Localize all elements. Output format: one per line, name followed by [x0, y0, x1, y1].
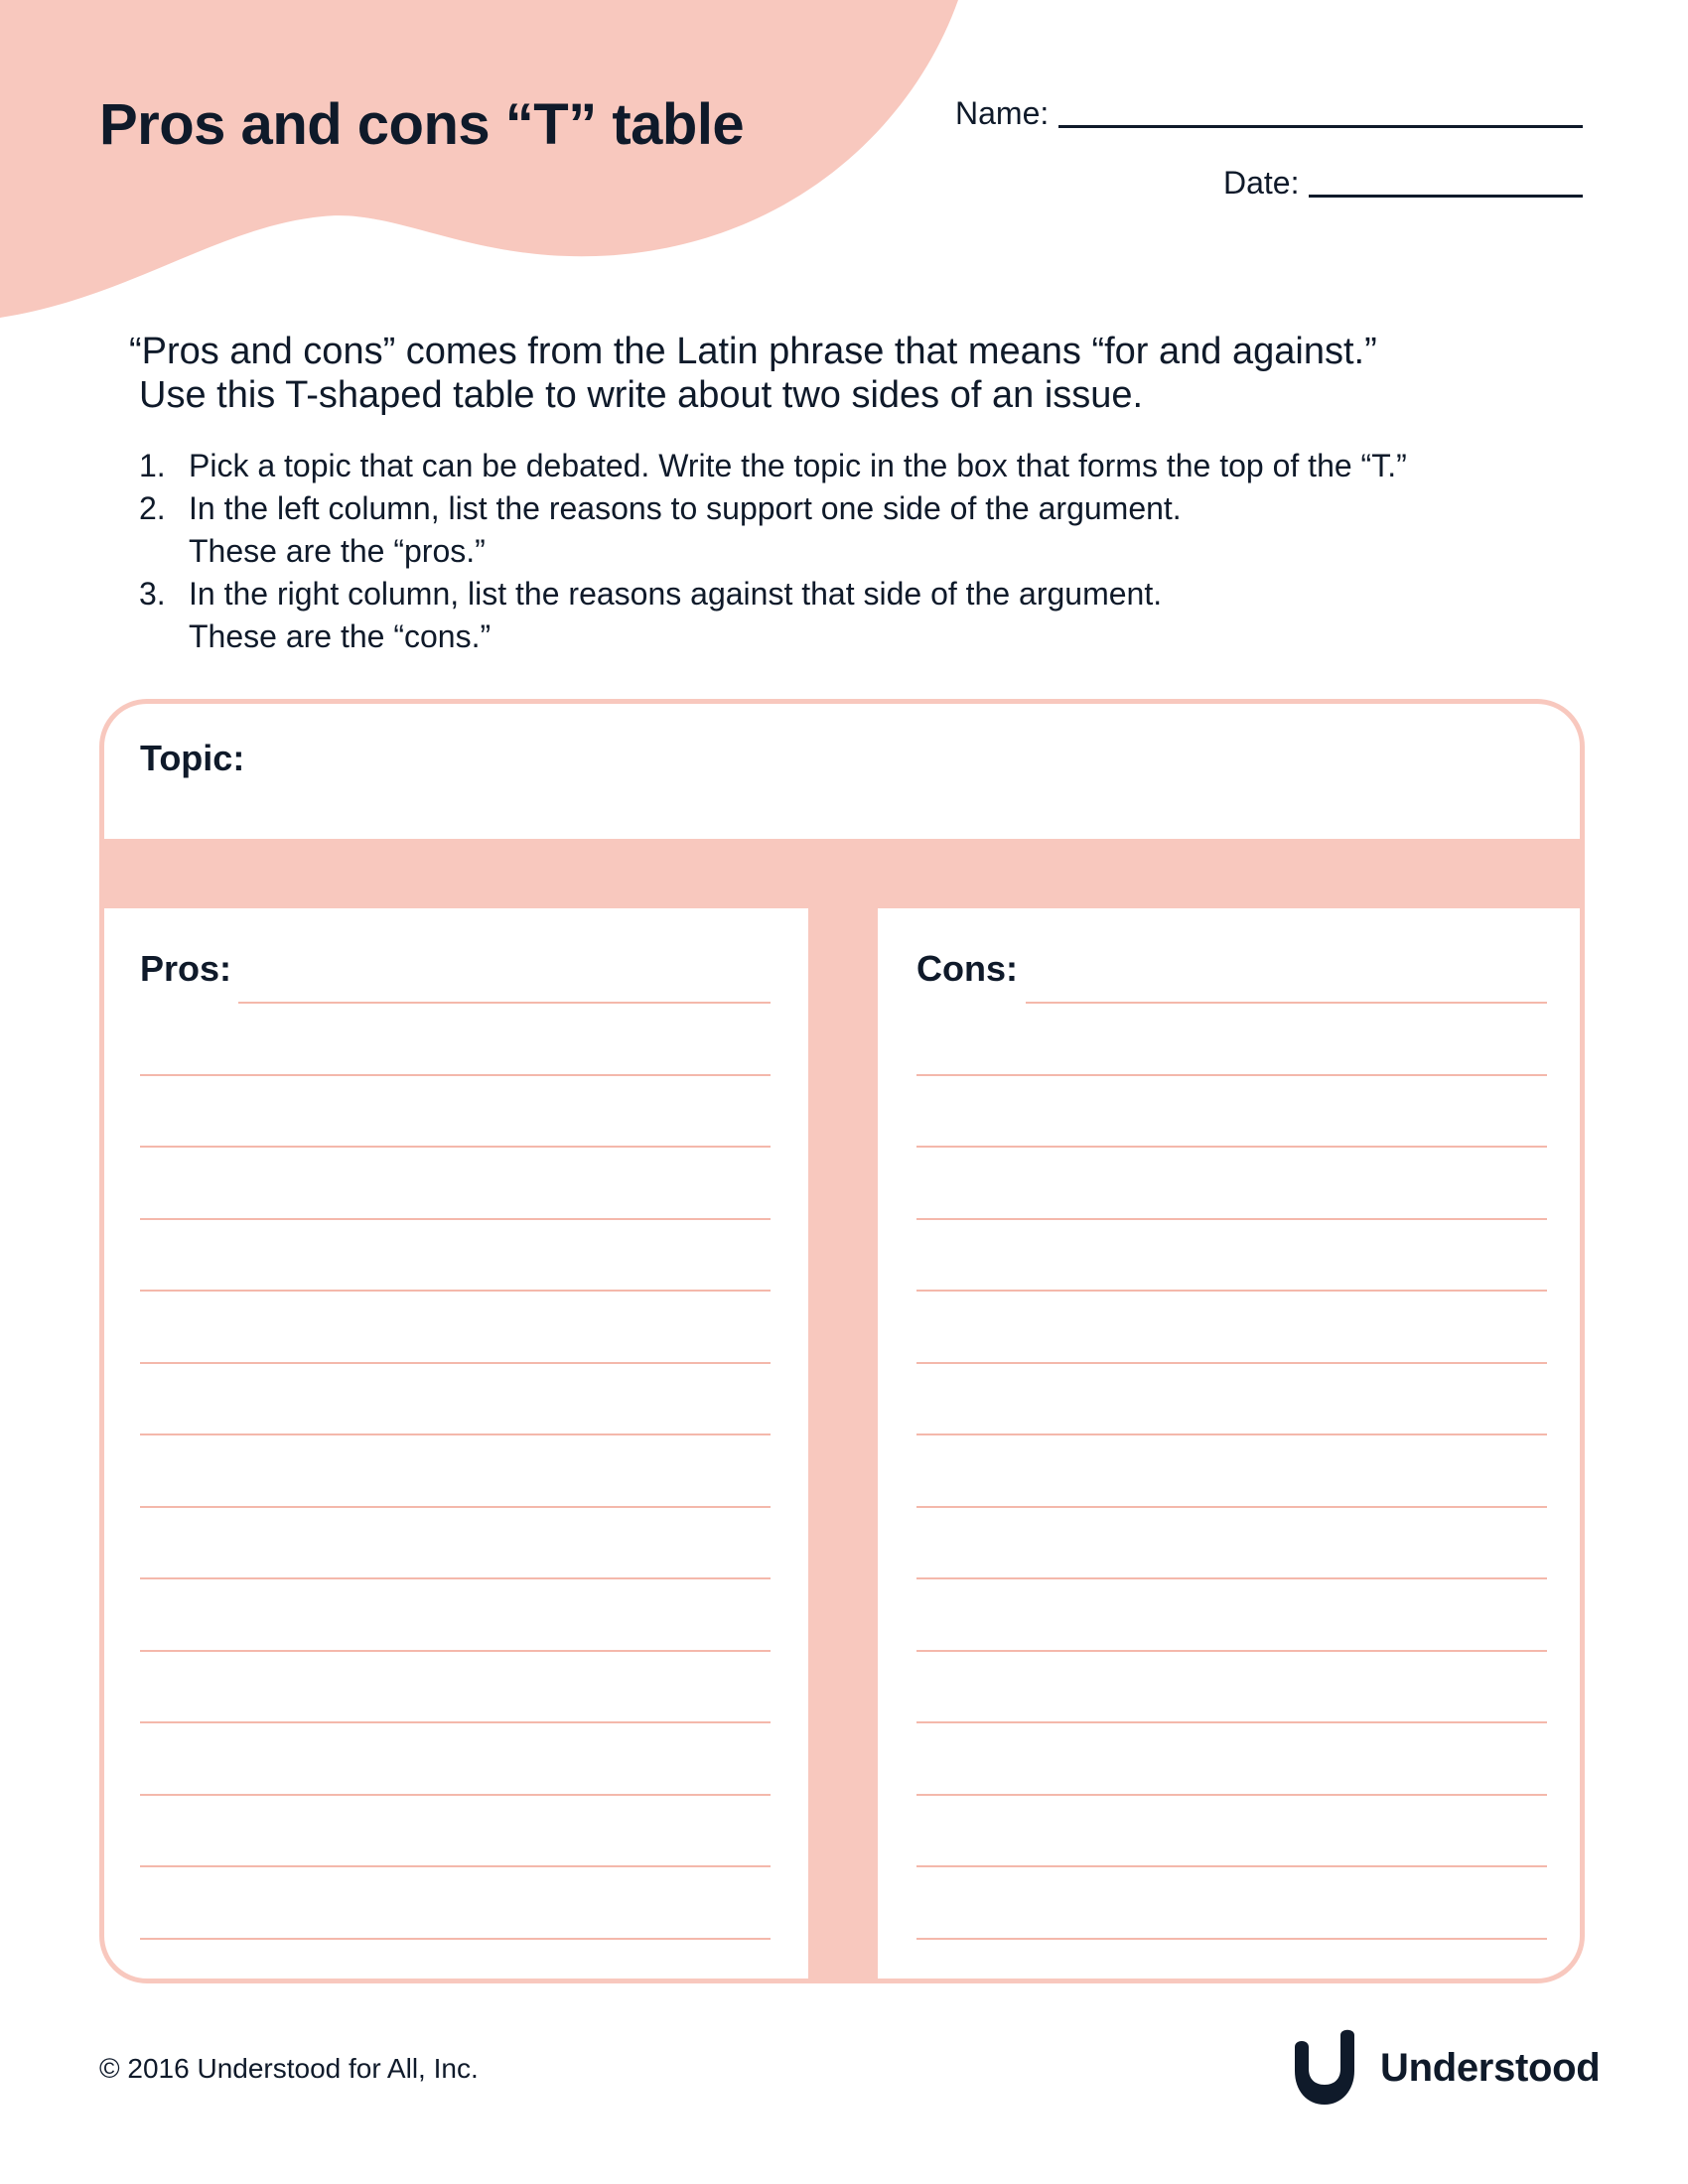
writing-line[interactable]	[916, 1650, 1547, 1652]
writing-line[interactable]	[140, 1433, 771, 1435]
name-label: Name:	[955, 95, 1050, 131]
writing-line[interactable]	[140, 1074, 771, 1076]
writing-line[interactable]	[140, 1290, 771, 1292]
writing-line[interactable]	[916, 1074, 1547, 1076]
writing-line[interactable]	[140, 1650, 771, 1652]
instruction-text: Pick a topic that can be debated. Write the topic in the box that forms the top of the “T.”	[189, 448, 1407, 483]
date-field[interactable]	[1223, 165, 1583, 202]
date-line[interactable]	[1309, 195, 1583, 198]
writing-line[interactable]	[916, 1506, 1547, 1508]
pros-label: Pros:	[140, 948, 232, 989]
writing-line[interactable]	[916, 1218, 1547, 1220]
instruction-text: These are the “cons.”	[189, 618, 492, 654]
writing-line[interactable]	[238, 1002, 771, 1004]
understood-logo-icon	[1287, 2029, 1364, 2107]
t-stem	[808, 839, 878, 1983]
writing-line[interactable]	[916, 1146, 1547, 1148]
writing-line[interactable]	[140, 1362, 771, 1364]
writing-line[interactable]	[140, 1506, 771, 1508]
instruction-item	[139, 445, 1407, 487]
t-table	[99, 699, 1585, 1983]
cons-label: Cons:	[916, 948, 1018, 989]
intro-line-1: “Pros and cons” comes from the Latin phrase that means “for and against.”	[129, 331, 1377, 372]
instruction-item	[139, 573, 1407, 658]
writing-line[interactable]	[140, 1794, 771, 1796]
instruction-number: 3.	[139, 576, 166, 612]
writing-line[interactable]	[140, 1938, 771, 1940]
writing-line[interactable]	[1026, 1002, 1547, 1004]
instruction-text: In the right column, list the reasons against that side of the argument.	[189, 576, 1163, 612]
instruction-number: 2.	[139, 490, 166, 526]
writing-line[interactable]	[140, 1577, 771, 1579]
writing-line[interactable]	[916, 1938, 1547, 1940]
instruction-number: 1.	[139, 448, 166, 483]
intro-line-2: Use this T-shaped table to write about two sides of an issue.	[139, 374, 1144, 416]
writing-line[interactable]	[140, 1721, 771, 1723]
instruction-text: These are the “pros.”	[189, 533, 486, 569]
writing-line[interactable]	[916, 1362, 1547, 1364]
copyright-text: © 2016 Understood for All, Inc.	[99, 2053, 479, 2084]
date-label: Date:	[1223, 165, 1300, 201]
writing-line[interactable]	[916, 1290, 1547, 1292]
writing-line[interactable]	[140, 1146, 771, 1148]
name-field[interactable]	[955, 95, 1583, 132]
writing-line[interactable]	[916, 1794, 1547, 1796]
writing-line[interactable]	[916, 1577, 1547, 1579]
topic-label: Topic:	[140, 738, 245, 778]
intro-text	[129, 330, 1377, 417]
understood-logo	[1287, 2029, 1600, 2107]
name-line[interactable]	[1058, 125, 1583, 128]
instruction-text: In the left column, list the reasons to support one side of the argument.	[189, 490, 1182, 526]
instructions-list	[139, 445, 1407, 658]
decorative-pink-blob	[0, 0, 993, 328]
writing-line[interactable]	[140, 1218, 771, 1220]
writing-line[interactable]	[916, 1721, 1547, 1723]
writing-line[interactable]	[916, 1865, 1547, 1867]
writing-line[interactable]	[916, 1433, 1547, 1435]
instruction-item	[139, 487, 1407, 573]
writing-line[interactable]	[140, 1865, 771, 1867]
page-title: Pros and cons “T” table	[99, 92, 745, 157]
understood-logo-text: Understood	[1380, 2045, 1601, 2090]
